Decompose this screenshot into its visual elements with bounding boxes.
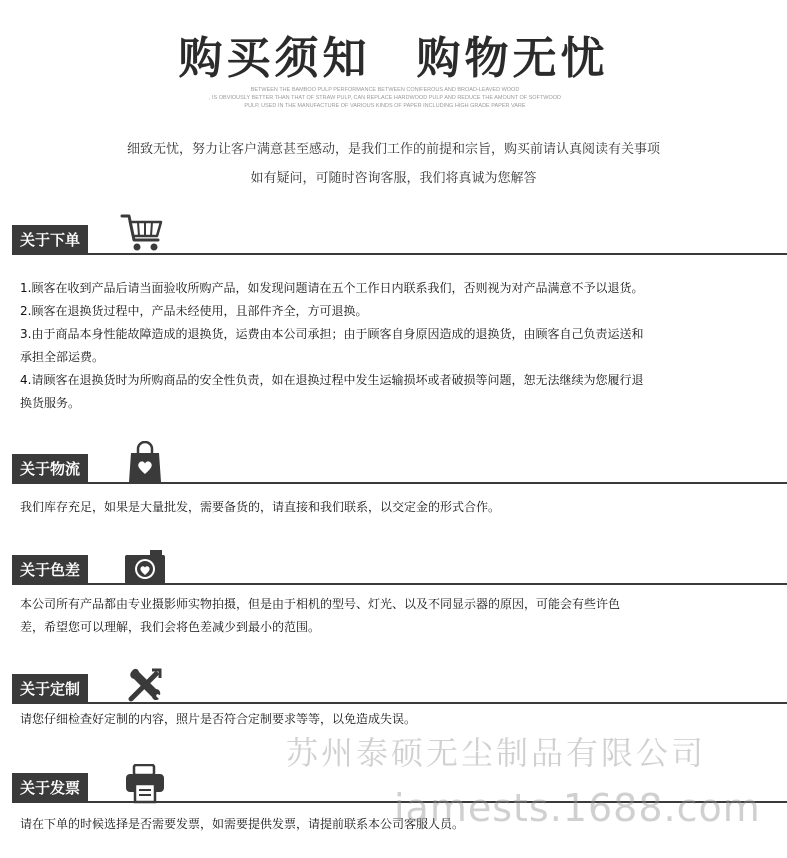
paragraph-line: 差，希望您可以理解，我们会将色差减少到最小的范围。 — [20, 620, 321, 634]
section-body-order — [20, 277, 760, 415]
paragraph-line: 承担全部运费。 — [20, 350, 105, 364]
subtitle-line: BETWEEN THE BAMBOO PULP PERFORMANCE BETWEEN CONIFEROUS AND BROAD-LEAVED WOOD — [250, 87, 520, 93]
paragraph-line: 请在下单的时候选择是否需要发票，如需要提供发票，请提前联系本公司客服人员。 — [20, 817, 465, 831]
section-title-custom: 关于定制 — [12, 674, 88, 704]
paragraph-line: 换货服务。 — [20, 396, 81, 410]
page-title — [0, 22, 787, 86]
paragraph-line: 2.顾客在退换货过程中，产品未经使用，且部件齐全，方可退换。 — [20, 304, 368, 318]
company-watermark: 苏州泰硕无尘制品有限公司 — [286, 734, 707, 772]
paragraph-line: 我们库存充足，如果是大量批发，需要备货的，请直接和我们联系，以交定金的形式合作。 — [20, 500, 501, 514]
paragraph-line: 请您仔细检查好定制的内容，照片是否符合定制要求等等，以免造成失误。 — [20, 712, 417, 726]
english-subtitle — [150, 86, 620, 110]
section-body-color — [20, 593, 760, 639]
section-title-color: 关于色差 — [12, 555, 88, 585]
paragraph-line: 4.请顾客在退换货时为所购商品的安全性负责，如在退换过程中发生运输损坏或者破损等问题，恕无法继续为您履行退 — [20, 373, 644, 387]
intro-line-2: 如有疑问，可随时咨询客服，我们将真诚为您解答 — [250, 171, 537, 186]
title-right: 购物无忧 — [416, 33, 609, 84]
section-title-logistics: 关于物流 — [12, 454, 88, 484]
site-watermark: iamests.1688.com — [394, 786, 761, 830]
camera-heart-icon — [124, 549, 166, 585]
section-body-logistics — [20, 496, 760, 519]
section-title-order: 关于下单 — [12, 225, 88, 255]
subtitle-line: PULP, USED IN THE MANUFACTURE OF VARIOUS KINDS OF PAPER INCLUDING HIGH GRADE PAPER VARE — [244, 103, 526, 109]
printer-icon — [124, 764, 166, 804]
paragraph-line: 本公司所有产品都由专业摄影师实物拍摄，但是由于相机的型号、灯光、以及不同显示器的原因，可能会有些许色 — [20, 597, 621, 611]
shopping-cart-icon — [120, 212, 164, 254]
section-title-invoice: 关于发票 — [12, 773, 88, 803]
paragraph-line: 3.由于商品本身性能故障造成的退换货，运费由本公司承担；由于顾客自身原因造成的退换货，由顾客自己负责运送和 — [20, 327, 644, 341]
subtitle-line: , IS OBVIOUSLY BETTER THAN THAT OF STRAW PULP, CAN REPLACE HARDWOOD PULP AND REDUCE THE AMOUNT OF SOFTWOOD — [208, 95, 562, 101]
title-left: 购买须知 — [178, 33, 371, 84]
tools-icon — [126, 666, 164, 704]
intro-line-1: 细致无忧，努力让客户满意甚至感动，是我们工作的前提和宗旨，购买前请认真阅读有关事项 — [126, 142, 660, 157]
shopping-bag-heart-icon — [128, 441, 162, 483]
paragraph-line: 1.顾客在收到产品后请当面验收所购产品，如发现问题请在五个工作日内联系我们，否则视为对产品满意不予以退货。 — [20, 281, 644, 295]
